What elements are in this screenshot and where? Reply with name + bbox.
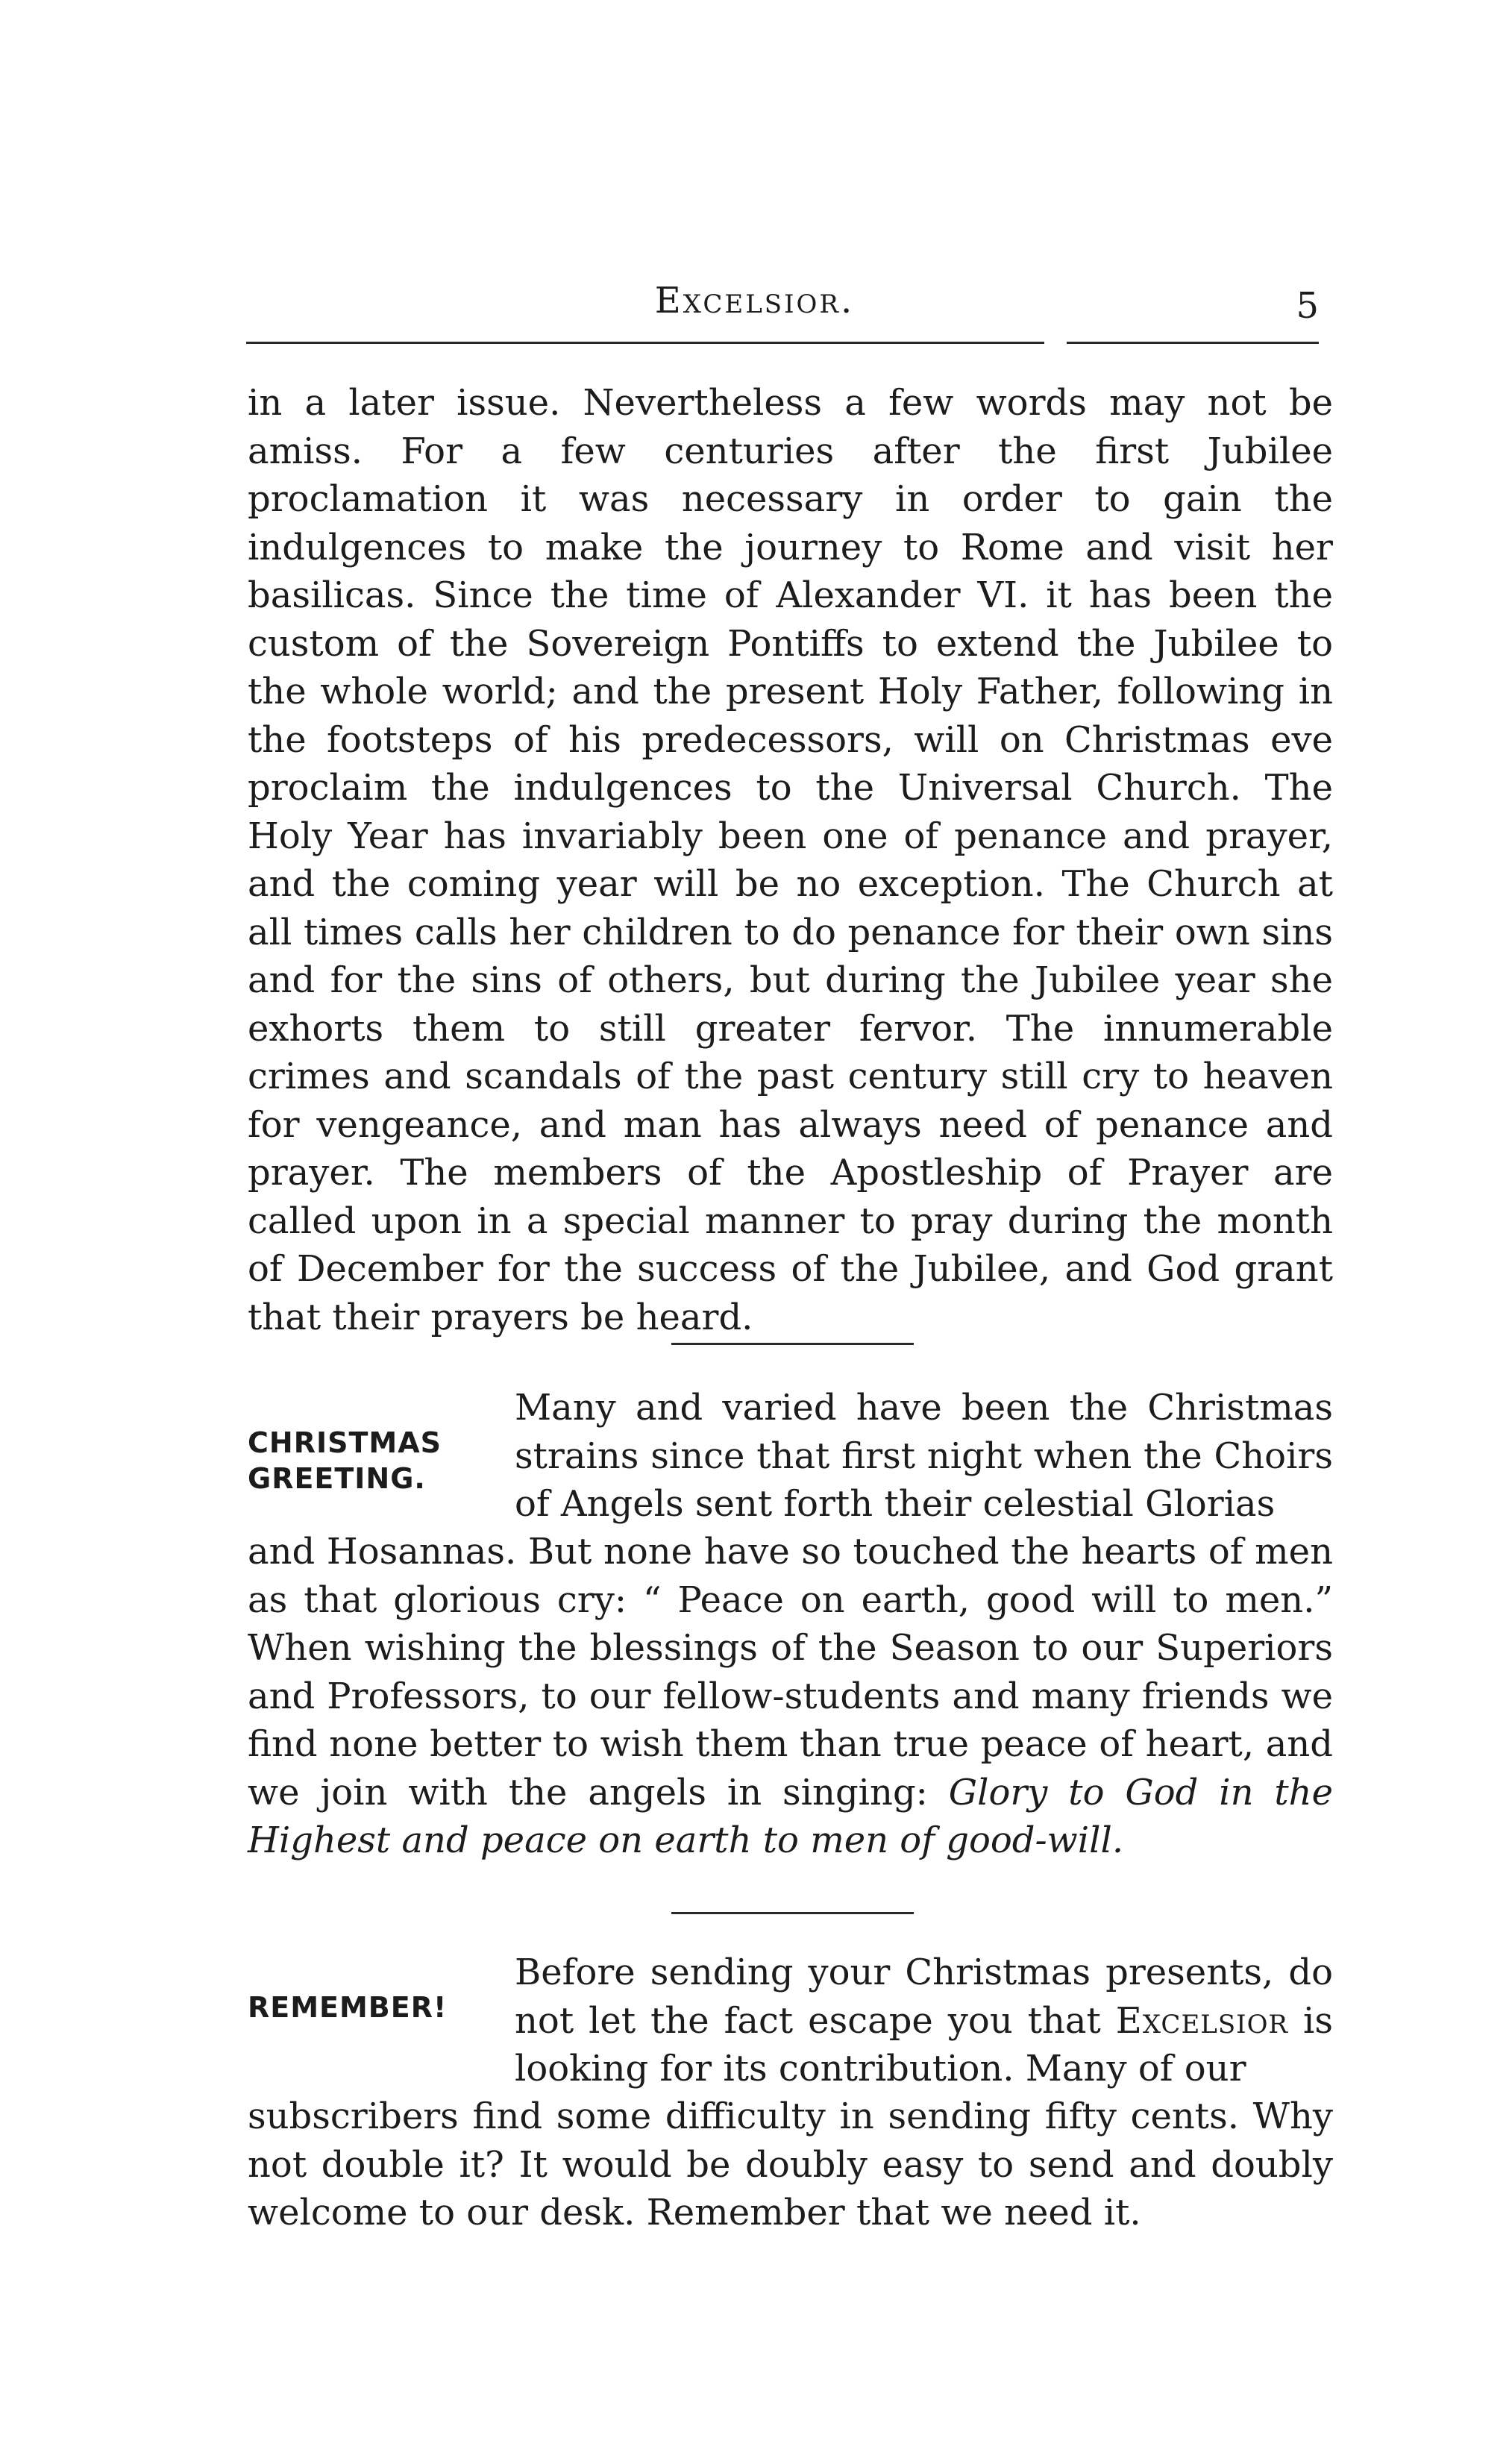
section-divider xyxy=(671,1343,914,1345)
header-rule-short xyxy=(1067,342,1319,344)
section-divider xyxy=(671,1912,914,1914)
section-heading-christmas: CHRISTMAS GREETING. xyxy=(248,1426,442,1495)
page-number: 5 xyxy=(1296,285,1319,327)
christmas-body-paragraph xyxy=(248,1528,1333,1865)
remember-lead-paragraph xyxy=(515,1949,1333,2093)
remember-lead-after: is looking for its contribution. Many of our xyxy=(515,1999,1333,2090)
christmas-italic-close: Glory to God in the Highest and peace on earth to men of good-will. xyxy=(248,1771,1334,1861)
section-heading-remember: REMEMBER! xyxy=(248,1991,448,2024)
journal-name: Excelsior xyxy=(1115,1999,1289,2042)
remember-lead-before: Before sending your Christmas presents, do not let the fact escape you that xyxy=(515,1952,1333,2042)
header-rule xyxy=(246,342,1044,344)
article-continuation: in a later issue. Nevertheless a few words may not be amiss. For a few centuries after the first Jubilee proclamation it was necessary in order to gain the indulgences to make the journey to Rome and visit her basilicas. Since the time of Alexander VI. it has been the custom of the Sovereign Pontiffs to extend the Jubilee to the whole world; and the present Holy Father, following in the footsteps of his predecessors, will on Christmas eve proclaim the indulgences to the Universal Church. The Holy Year has invariably been one of penance and prayer, and the coming year will be no exception. The Church at all times calls her children to do penance for their own sins and for the sins of others, but during the Jubilee year she exhorts them to still greater fervor. The innumerable crimes and scandals of the past century still cry to heaven for vengeance, and man has always need of penance and prayer. The members of the Apostleship of Prayer are called upon in a special manner to pray during the month of December for the success of the Jubilee, and God grant that their prayers be heard. xyxy=(248,382,1333,1338)
christmas-lead-paragraph: Many and varied have been the Christmas strains since that first night when the Choirs of Angels sent forth their celestial Glorias xyxy=(515,1387,1333,1525)
running-title: Excelsior. xyxy=(654,280,855,322)
remember-body-paragraph: subscribers find some difficulty in sending fifty cents. Why not double it? It would be doubly easy to send and doubly welcome to our desk. Remember that we need it. xyxy=(248,2095,1333,2233)
christmas-body-text: and Hosannas. But none have so touched the hearts of men as that glorious cry: “ Peace on earth, good will to men.” When wishing the blessings of the Season to our Superiors and Professors, to our fellow-students and many friends we find none better to wish them than true peace of heart, and we join with the angels in singing: xyxy=(248,1531,1333,1813)
